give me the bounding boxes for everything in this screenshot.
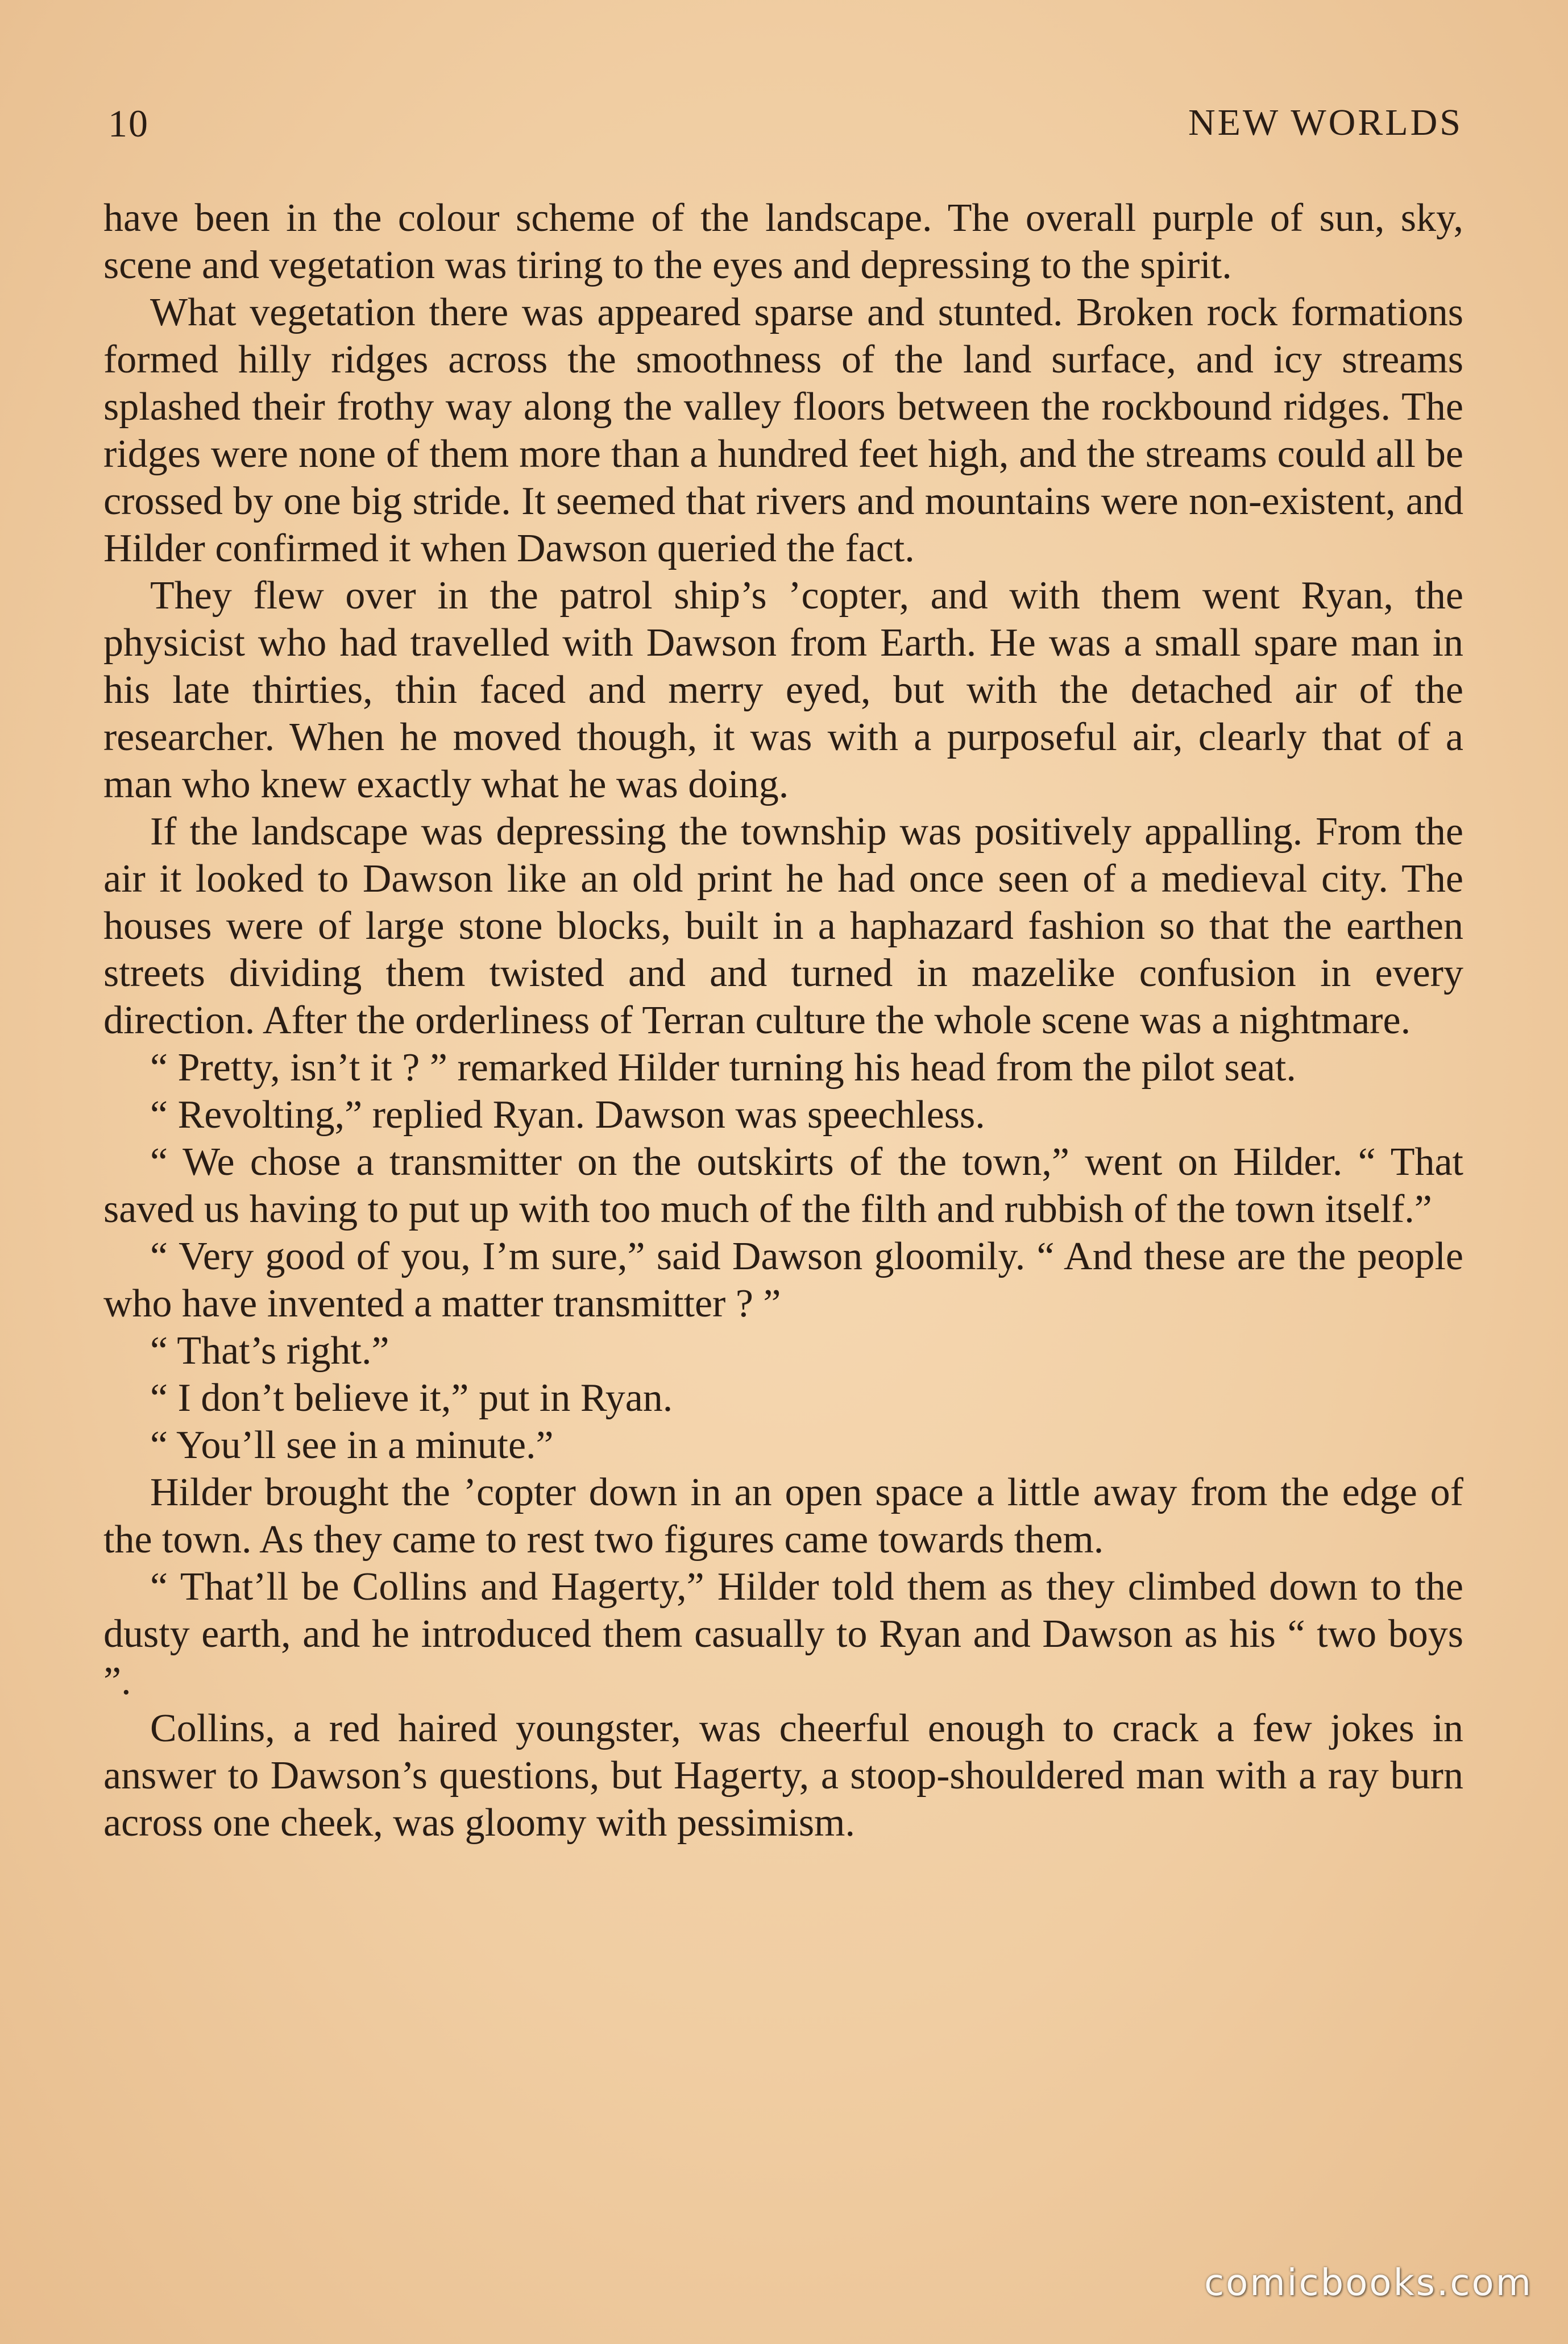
paragraph: have been in the colour scheme of the landscape. The overall purple of sun, sky, scene and vegetation was tiring to the eyes and depressing to the spirit.	[103, 196, 1463, 287]
paragraph: What vegetation there was appeared sparse and stunted. Broken rock formations formed hilly ridges across the smoothness of the land surface, and icy streams splashed their frothy way along the valley floors between the rockbound ridges. The ridges were none of them more than a hundred feet high, and the streams could all be crossed by one big stride. It seemed that rivers and mountains were non-existent, and Hilder confirmed it when Dawson queried the fact.	[103, 291, 1463, 570]
paragraph: They flew over in the patrol ship’s ’copter, and with them went Ryan, the physicist who had travelled with Dawson from Earth. He was a small spare man in his late thirties, thin faced and merry eyed, but with the detached air of the researcher. When he moved though, it was with a purposeful air, clearly that of a man who knew exactly what he was doing.	[103, 574, 1463, 806]
paragraph: Collins, a red haired youngster, was cheerful enough to crack a few jokes in answer to Dawson’s questions, but Hagerty, a stoop-shouldered man with a ray burn across one cheek, was gloomy with pessimism.	[103, 1707, 1463, 1845]
site-watermark: comicbooks.com	[1204, 2262, 1533, 2304]
page-header	[108, 101, 1463, 152]
dialogue-paragraph: “ We chose a transmitter on the outskirts of the town,” went on Hilder. “ That saved us having to put up with too much of the filth and rubbish of the town itself.”	[103, 1140, 1463, 1231]
dialogue-paragraph: “ Pretty, isn’t it ? ” remarked Hilder turning his head from the pilot seat.	[150, 1046, 1296, 1090]
dialogue-paragraph: “ You’ll see in a minute.”	[150, 1423, 554, 1467]
dialogue-paragraph: “ Very good of you, I’m sure,” said Dawson gloomily. “ And these are the people who have invented a matter transmitter ? ”	[103, 1235, 1463, 1326]
body-text	[103, 194, 1463, 1846]
dialogue-paragraph: “ That’s right.”	[150, 1329, 389, 1373]
running-head: NEW WORLDS	[1188, 102, 1463, 143]
paragraph: If the landscape was depressing the township was positively appalling. From the air it looked to Dawson like an old print he had once seen of a medieval city. The houses were of large stone blocks, built in a haphazard fashion so that the earthen streets dividing them twisted and and turned in mazelike confusion in every direction. After the orderliness of Terran culture the whole scene was a nightmare.	[103, 810, 1463, 1042]
dialogue-paragraph: “ Revolting,” replied Ryan. Dawson was speechless.	[150, 1093, 985, 1137]
dialogue-paragraph: “ That’ll be Collins and Hagerty,” Hilder told them as they climbed down to the dusty earth, and he introduced them casually to Ryan and Dawson as his “ two boys ”.	[103, 1565, 1463, 1703]
paragraph: Hilder brought the ’copter down in an open space a little away from the edge of the town. As they came to rest two figures came towards them.	[103, 1471, 1463, 1562]
dialogue-paragraph: “ I don’t believe it,” put in Ryan.	[150, 1376, 673, 1420]
page-number: 10	[108, 102, 149, 145]
